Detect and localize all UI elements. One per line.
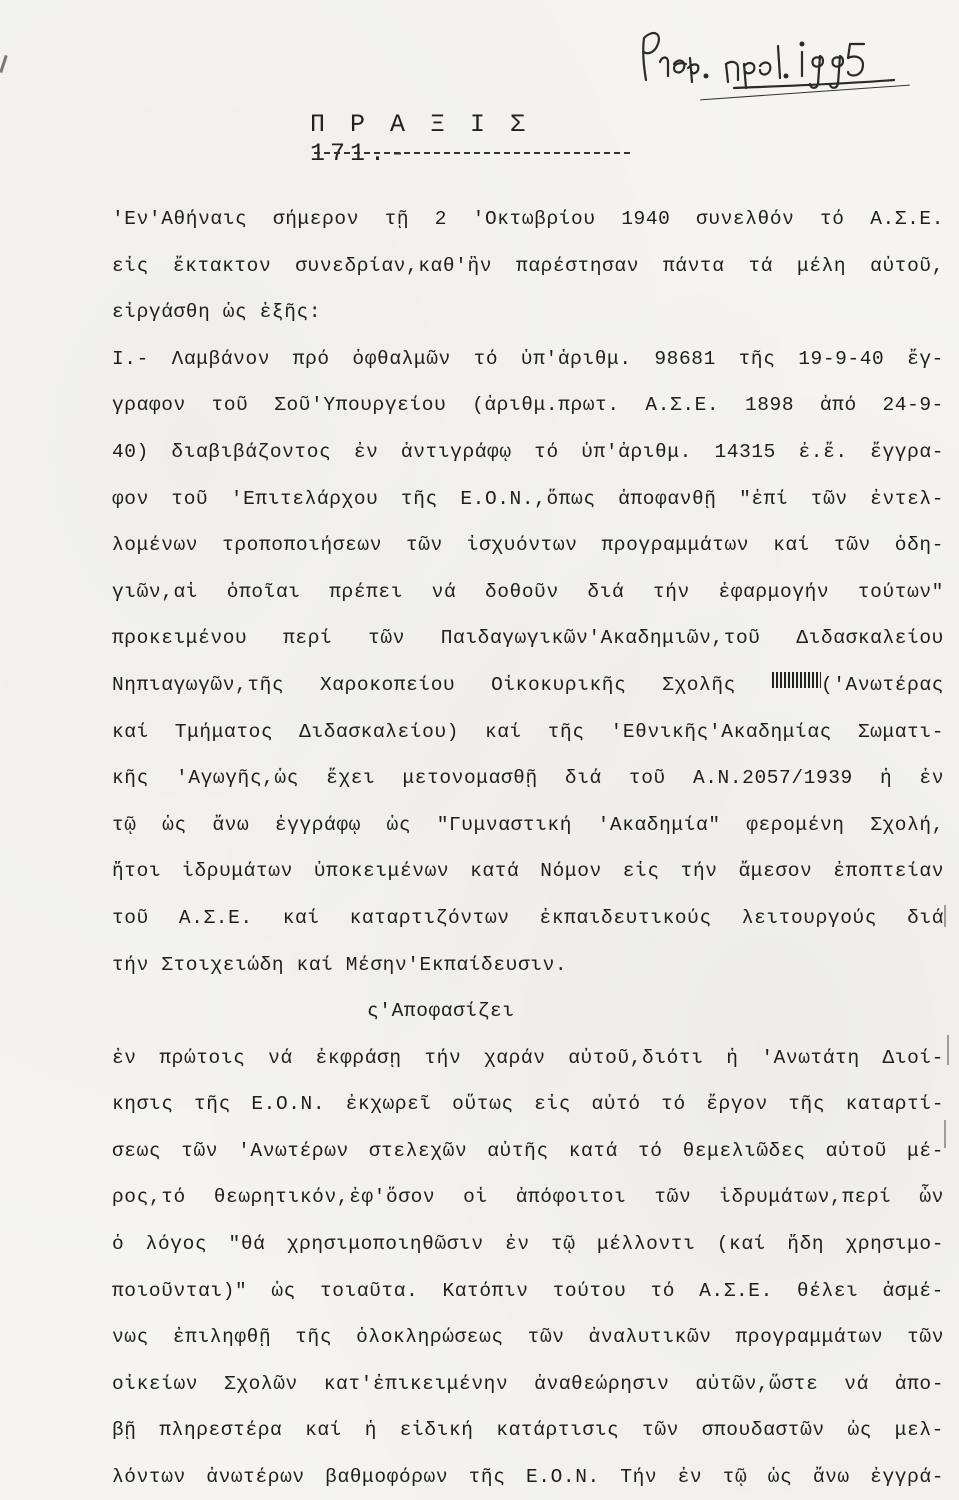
text-line: βῇ πληρεστέρα καί ἡ εἰδική κατάρτισις τῶν σπουδαστῶν ὡς μελ-	[112, 1419, 944, 1442]
text-line: οἰκείων Σχολῶν κατ'ἐπικειμένην ἀναθεώρησιν αὐτῶν,ὥστε νά ἀπο-	[112, 1372, 944, 1395]
text-line: κῆς 'Αγωγῆς,ὡς ἔχει μετονομασθῇ διά τοῦ Α.Ν.2057/1939 ἡ ἐν	[112, 767, 944, 790]
text-line: κησις τῆς Ε.Ο.Ν. ἐκχωρεῖ οὕτως εἰς αὐτό τό ἔργον τῆς καταρτί-	[112, 1093, 944, 1116]
text-line: γραφον τοῦ Σοῦ'Υπουργείου (ἀριθμ.πρωτ. Α.Σ.Ε. 1898 ἀπό 24-9-	[112, 394, 944, 417]
text-line: τῷ ὡς ἄνω ἐγγράφῳ ὡς "Γυμναστική 'Ακαδημία" φερομένη Σχολή,	[112, 813, 944, 836]
text-line: σεως τῶν 'Ανωτέρων στελεχῶν αὐτῆς κατά τό θεμελιῶδες αὐτοῦ μέ-	[112, 1139, 944, 1162]
text-line: προκειμένου περί τῶν Παιδαγωγικῶν'Ακαδημιῶν,τοῦ Διδασκαλείου	[112, 627, 944, 650]
text-line: 'Εν'Αθήναις σήμερον τῇ 2 'Οκτωβρίου 1940 συνελθόν τό Α.Σ.Ε.	[112, 208, 944, 230]
text-line: ρος,τό θεωρητικόν,ἐφ'ὅσον οἱ ἀπόφοιτοι τῶν ἱδρυμάτων,περί ὧν	[112, 1186, 944, 1209]
text-line: τήν Στοιχειώδη καί Μέσην'Εκπαίδευσιν.	[112, 953, 568, 976]
title-underline	[314, 152, 630, 154]
text-line: φον τοῦ 'Επιτελάρχου τῆς Ε.Ο.Ν.,ὅπως ἀποφανθῇ "ἐπί τῶν ἐντελ-	[112, 487, 944, 510]
text-line: τοῦ Α.Σ.Ε. καί καταρτιζόντων ἐκπαιδευτικούς λειτουργούς διά	[112, 906, 944, 929]
text-line: καί Τμήματος Διδασκαλείου) καί τῆς 'Εθνικῆς'Ακαδημίας Σωματι-	[112, 720, 944, 743]
text-line: 40) διαβιβάζοντος ἐν ἀντιγράφῳ τό ὑπ'ἀριθμ. 14315 ἐ.ἔ. ἔγγρα-	[112, 440, 944, 463]
margin-mark	[944, 905, 946, 927]
struck-out-text	[772, 662, 821, 709]
text-line: γιῶν,αἱ ὁποῖαι πρέπει νά δοθοῦν διά τήν ἐφαρμογήν τούτων"	[112, 580, 944, 603]
margin-mark	[944, 1120, 946, 1148]
section-heading: ς'Αποφασίζει	[367, 1000, 515, 1023]
text-line: ποιοῦνται)" ὡς τοιαῦτα. Κατόπιν τούτου τό Α.Σ.Ε. θέλει ἀσμέ-	[112, 1279, 944, 1302]
text-line: ἤτοι ἱδρυμάτων ὑποκειμένων κατά Νόμον εἰς τήν ἄμεσον ἐποπτείαν	[112, 860, 944, 883]
text-line: λόντων ἀνωτέρων βαθμοφόρων τῆς Ε.Ο.Ν. Τήν ἐν τῷ ὡς ἄνω ἐγγρά-	[112, 1466, 944, 1489]
edge-mark	[0, 55, 8, 73]
text-line: νως ἐπιληφθῇ τῆς ὁλοκληρώσεως τῶν ἀναλυτικῶν προγραμμάτων τῶν	[112, 1326, 944, 1349]
document-body	[112, 196, 944, 1500]
text-line: εἰργάσθη ὡς ἑξῆς:	[112, 301, 322, 324]
document-title: Π Ρ Α Ξ Ι Σ 171.-	[310, 110, 531, 168]
text-line: ὁ λόγος "θά χρησιμοποιηθῶσιν ἐν τῷ μέλλοντι (καί ἤδη χρησιμο-	[112, 1233, 944, 1256]
text-line: εἰς ἔκτακτον συνεδρίαν,καθ'ἣν παρέστησαν πάντα τά μέλη αὐτοῦ,	[112, 254, 944, 277]
margin-mark	[947, 1035, 949, 1065]
text-line: Ι.- Λαμβάνον πρό ὀφθαλμῶν τό ὑπ'ἀριθμ. 98681 τῆς 19-9-40 ἔγ-	[112, 347, 944, 370]
text-line-start: Νηπιαγωγῶν,τῆς Χαροκοπείου Οἰκοκυρικῆς Σχολῆς	[112, 673, 736, 696]
text-line: λομένων τροποποιήσεων τῶν ἰσχυόντων προγραμμάτων καί τῶν ὁδη-	[112, 534, 944, 557]
text-line: ἐν πρώτοις νά ἐκφράσῃ τήν χαράν αὐτοῦ,διότι ἡ 'Ανωτάτη Διοί-	[112, 1046, 944, 1069]
text-line	[112, 662, 944, 709]
text-line-end: ('Ανωτέρας	[820, 673, 944, 696]
